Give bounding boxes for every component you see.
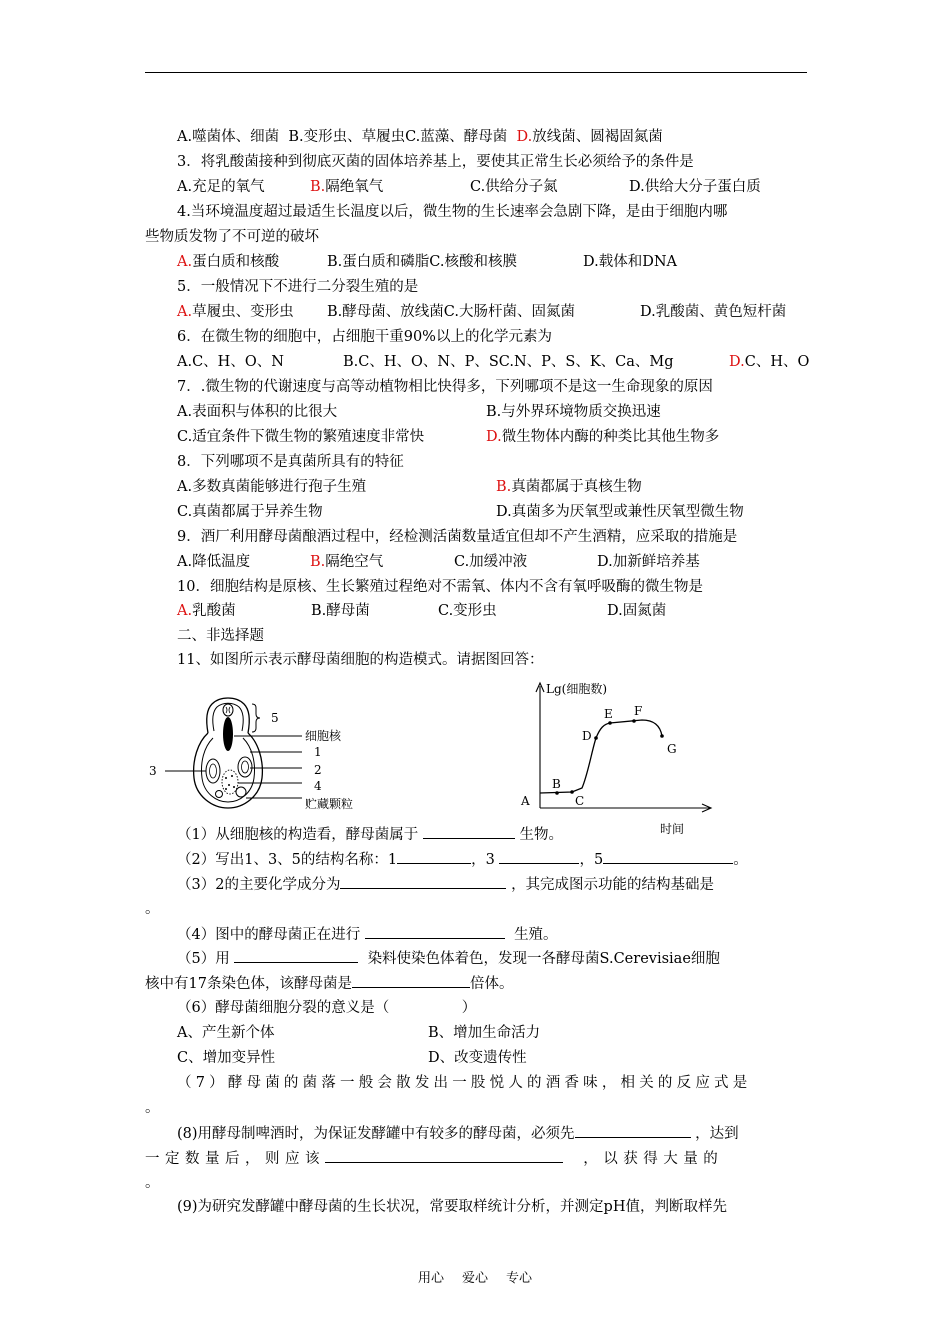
- point-G: G: [667, 742, 677, 756]
- q11-s3-end: 。: [145, 901, 160, 917]
- q9-stem: 9．酒厂利用酵母菌酿酒过程中，经检测活菌数量适宜但却不产生酒精，应采取的措施是: [177, 529, 738, 545]
- q8-option-c: C.真菌都属于异养生物: [177, 504, 323, 520]
- q5-option-a: A.草履虫、变形虫: [177, 304, 294, 320]
- q9-option-b: B.隔绝空气: [310, 554, 384, 570]
- label-nucleus: 细胞核: [305, 729, 342, 743]
- q11-s6: （6）酵母菌细胞分裂的意义是（ ）: [177, 1000, 477, 1016]
- q11-s6-option-d: D、改变遗传性: [428, 1050, 527, 1066]
- q5-stem: 5．一般情况下不进行二分裂生殖的是: [177, 279, 419, 295]
- q3-option-a: A.充足的氧气: [177, 179, 265, 195]
- q5-option-d: D.乳酸菌、黄色短杆菌: [640, 304, 787, 320]
- q10-option-c: C.变形虫: [438, 603, 497, 619]
- header-rule: [145, 72, 807, 73]
- q11-stem: 11、如图所示表示酵母菌细胞的构造模式。请据图回答：: [177, 652, 544, 668]
- q7-option-c: C.适宜条件下微生物的繁殖速度非常快: [177, 429, 425, 445]
- q6-option-a: A.C、H、O、N: [177, 354, 284, 370]
- q11-s2: （2）写出1、3、5的结构名称：1 ，3 ，5 。: [177, 849, 748, 870]
- point-A: A: [521, 794, 530, 808]
- q8-option-b: B.真菌都属于真核生物: [496, 479, 642, 495]
- growth-curve-figure: [512, 678, 722, 838]
- q7-option-d: D.微生物体内酶的种类比其他生物多: [486, 429, 720, 445]
- q9-option-a: A.降低温度: [177, 554, 251, 570]
- q11-s1: （1）从细胞核的构造看，酵母菌属于 生物。: [177, 824, 563, 845]
- q3-option-b: B.隔绝氧气: [310, 179, 384, 195]
- q8-stem: 8．下列哪项不是真菌所具有的特征: [177, 454, 404, 470]
- q7-option-b: B.与外界环境物质交换迅速: [486, 404, 661, 420]
- q2-options: A.噬菌体、细菌 B.变形虫、草履虫C.蓝藻、酵母菌 D.放线菌、圆褐固氮菌: [177, 129, 663, 145]
- q11-s9: (9)为研究发酵罐中酵母菌的生长状况，常要取样统计分析，并测定pH值，判断取样先: [177, 1199, 727, 1215]
- q9-option-d: D.加新鲜培养基: [597, 554, 700, 570]
- q3-stem: 3．将乳酸菌接种到彻底灭菌的固体培养基上，要使其正常生长必须给予的条件是: [177, 154, 694, 170]
- q11-s8-cont: 一定数量后，则应该 ，以获得大量的: [145, 1148, 723, 1169]
- q11-s6-option-a: A、产生新个体: [177, 1025, 275, 1041]
- q11-s5: （5）用 染料使染色体着色，发现一各酵母菌S.Cerevisiae细胞: [177, 948, 720, 969]
- q4-options-bc: B.蛋白质和磷脂C.核酸和核膜: [327, 254, 517, 270]
- point-D: D: [582, 729, 592, 743]
- q8-option-d: D.真菌多为厌氧型或兼性厌氧型微生物: [496, 504, 744, 520]
- label-1: 1: [314, 745, 322, 759]
- label-4: 4: [314, 779, 322, 793]
- q11-s6-option-b: B、增加生命活力: [428, 1025, 541, 1041]
- q10-option-b: B.酵母菌: [311, 603, 370, 619]
- q8-option-a: A.多数真菌能够进行孢子生殖: [177, 479, 367, 495]
- point-F: F: [634, 704, 643, 718]
- q6-options-bc: B.C、H、O、N、P、SC.N、P、S、K、Ca、Mg: [343, 354, 674, 370]
- point-C: C: [575, 794, 585, 808]
- q11-s4: （4）图中的酵母菌正在进行 生殖。: [177, 924, 558, 945]
- q11-s3: （3）2的主要化学成分为 ，其完成图示功能的结构基础是: [177, 874, 714, 895]
- q4-option-d: D.载体和DNA: [583, 254, 678, 270]
- q10-option-d: D.固氮菌: [607, 603, 667, 619]
- q3-option-d: D.供给大分子蛋白质: [629, 179, 761, 195]
- q9-option-c: C.加缓冲液: [454, 554, 528, 570]
- q11-s5-cont: 核中有17条染色体，该酵母菌是 倍体。: [145, 973, 513, 994]
- q11-s6-option-c: C、增加变异性: [177, 1050, 276, 1066]
- yeast-cell-figure: [140, 690, 380, 815]
- point-B: B: [552, 777, 561, 791]
- point-E: E: [604, 707, 613, 721]
- q11-s8: (8)用酵母制啤酒时，为保证发酵罐中有较多的酵母菌，必须先 ，达到: [177, 1123, 739, 1144]
- q6-option-d: D.C、H、O: [729, 354, 810, 370]
- page-footer: 用心 爱心 专心: [417, 1271, 533, 1286]
- q11-s8-end: 。: [145, 1175, 160, 1191]
- q4-option-a: A.蛋白质和核酸: [177, 254, 280, 270]
- q7-option-a: A.表面积与体积的比很大: [177, 404, 338, 420]
- q5-options-bc: B.酵母菌、放线菌C.大肠杆菌、固氮菌: [327, 304, 575, 320]
- q4-stem: 4.当环境温度超过最适生长温度以后，微生物的生长速率会急剧下降，是由于细胞内哪: [177, 204, 728, 220]
- label-2: 2: [314, 763, 322, 777]
- q3-option-c: C.供给分子氮: [470, 179, 558, 195]
- q11-s7: （7）酵母菌的菌落一般会散发出一股悦人的酒香味，相关的反应式是: [177, 1075, 752, 1091]
- q4-stem-cont: 些物质发物了不可逆的破坏: [145, 229, 319, 245]
- q11-s7-end: 。: [145, 1100, 160, 1116]
- x-axis-label: 时间: [660, 822, 685, 836]
- label-3: 3: [149, 764, 157, 778]
- q7-stem: 7．.微生物的代谢速度与高等动植物相比快得多，下列哪项不是这一生命现象的原因: [177, 379, 713, 395]
- label-5: 5: [271, 711, 279, 725]
- y-axis-label: Lg(细胞数): [546, 682, 608, 696]
- section-heading: 二、非选择题: [177, 628, 264, 644]
- q10-option-a: A.乳酸菌: [177, 603, 236, 619]
- label-storage: 贮藏颗粒: [305, 797, 354, 811]
- q10-stem: 10．细胞结构是原核、生长繁殖过程绝对不需氧、体内不含有氧呼吸酶的微生物是: [177, 579, 703, 595]
- q6-stem: 6．在微生物的细胞中，占细胞干重90%以上的化学元素为: [177, 329, 552, 345]
